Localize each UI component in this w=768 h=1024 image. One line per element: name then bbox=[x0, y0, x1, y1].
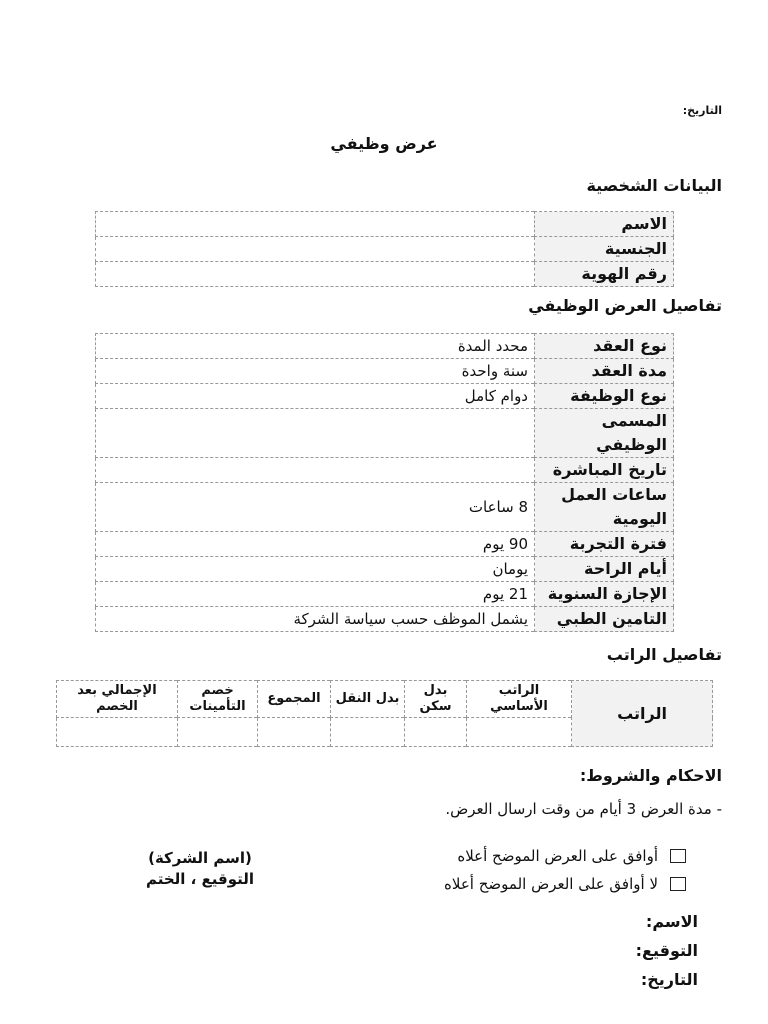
table-row bbox=[96, 334, 674, 359]
terms-line: - مدة العرض 3 أيام من وقت ارسال العرض. bbox=[445, 800, 722, 818]
table-row bbox=[96, 582, 674, 607]
table-row bbox=[96, 607, 674, 632]
row-label: التامين الطبي bbox=[535, 607, 674, 632]
reject-option[interactable] bbox=[444, 875, 686, 893]
table-row bbox=[96, 557, 674, 582]
row-label: الاسم bbox=[535, 212, 674, 237]
offer-details-table bbox=[95, 333, 674, 632]
offer-details-heading: تفاصيل العرض الوظيفي bbox=[528, 296, 722, 315]
row-value-field[interactable]: 21 يوم bbox=[96, 582, 535, 607]
signature-date-label: التاريخ: bbox=[640, 970, 698, 989]
row-value-field[interactable]: 8 ساعات bbox=[96, 483, 535, 532]
table-row bbox=[96, 237, 674, 262]
salary-value-field[interactable] bbox=[467, 718, 572, 747]
document-title: عرض وظيفي bbox=[330, 134, 438, 153]
row-label: نوع العقد bbox=[535, 334, 674, 359]
personal-data-heading: البيانات الشخصية bbox=[586, 176, 722, 195]
checkbox-icon[interactable] bbox=[670, 849, 686, 863]
row-label: رقم الهوية bbox=[535, 262, 674, 287]
company-signature-block bbox=[120, 848, 280, 890]
accept-option[interactable] bbox=[457, 847, 686, 865]
table-row bbox=[96, 458, 674, 483]
salary-row-label: الراتب bbox=[572, 681, 713, 747]
column-header: بدل سكن bbox=[405, 681, 467, 718]
row-label: الإجازة السنوية bbox=[535, 582, 674, 607]
row-value-field[interactable]: محدد المدة bbox=[96, 334, 535, 359]
table-row bbox=[96, 212, 674, 237]
row-value-field[interactable]: 90 يوم bbox=[96, 532, 535, 557]
salary-value-field[interactable] bbox=[331, 718, 405, 747]
signature-sign-label: التوقيع: bbox=[635, 941, 698, 960]
table-row bbox=[57, 681, 713, 718]
row-label: مدة العقد bbox=[535, 359, 674, 384]
salary-value-field[interactable] bbox=[57, 718, 178, 747]
accept-label: أوافق على العرض الموضح أعلاه bbox=[457, 847, 658, 865]
row-value-field[interactable]: سنة واحدة bbox=[96, 359, 535, 384]
signature-name-label: الاسم: bbox=[645, 912, 698, 931]
table-row bbox=[96, 262, 674, 287]
table-row bbox=[96, 359, 674, 384]
row-value-field[interactable] bbox=[96, 458, 535, 483]
salary-value-field[interactable] bbox=[405, 718, 467, 747]
table-row bbox=[96, 384, 674, 409]
salary-table bbox=[56, 680, 713, 747]
header-date-label: التاريخ: bbox=[682, 104, 722, 117]
row-value-field[interactable] bbox=[96, 237, 535, 262]
row-label: نوع الوظيفة bbox=[535, 384, 674, 409]
row-value-field[interactable] bbox=[96, 409, 535, 458]
column-header: المجموع bbox=[258, 681, 331, 718]
row-value-field[interactable]: يومان bbox=[96, 557, 535, 582]
column-header: بدل النقل bbox=[331, 681, 405, 718]
column-header: خصم التأمينات bbox=[178, 681, 258, 718]
column-header: الراتب الأساسي bbox=[467, 681, 572, 718]
row-label: أيام الراحة bbox=[535, 557, 674, 582]
row-value-field[interactable] bbox=[96, 262, 535, 287]
personal-data-table bbox=[95, 211, 674, 287]
table-row bbox=[96, 483, 674, 532]
row-label: ساعات العمل اليومية bbox=[535, 483, 674, 532]
row-value-field[interactable]: دوام كامل bbox=[96, 384, 535, 409]
salary-value-field[interactable] bbox=[178, 718, 258, 747]
salary-details-heading: تفاصيل الراتب bbox=[606, 645, 722, 664]
salary-value-field[interactable] bbox=[258, 718, 331, 747]
company-name: (اسم الشركة) bbox=[148, 849, 252, 867]
table-row bbox=[96, 532, 674, 557]
row-label: المسمى الوظيفي bbox=[535, 409, 674, 458]
checkbox-icon[interactable] bbox=[670, 877, 686, 891]
terms-heading: الاحكام والشروط: bbox=[579, 766, 722, 785]
row-value-field[interactable] bbox=[96, 212, 535, 237]
row-label: تاريخ المباشرة bbox=[535, 458, 674, 483]
row-label: فترة التجربة bbox=[535, 532, 674, 557]
column-header: الإجمالي بعد الخصم bbox=[57, 681, 178, 718]
row-label: الجنسية bbox=[535, 237, 674, 262]
company-sign-stamp: التوقيع ، الختم bbox=[145, 870, 255, 888]
reject-label: لا أوافق على العرض الموضح أعلاه bbox=[444, 875, 658, 893]
row-value-field[interactable]: يشمل الموظف حسب سياسة الشركة bbox=[96, 607, 535, 632]
table-row bbox=[96, 409, 674, 458]
